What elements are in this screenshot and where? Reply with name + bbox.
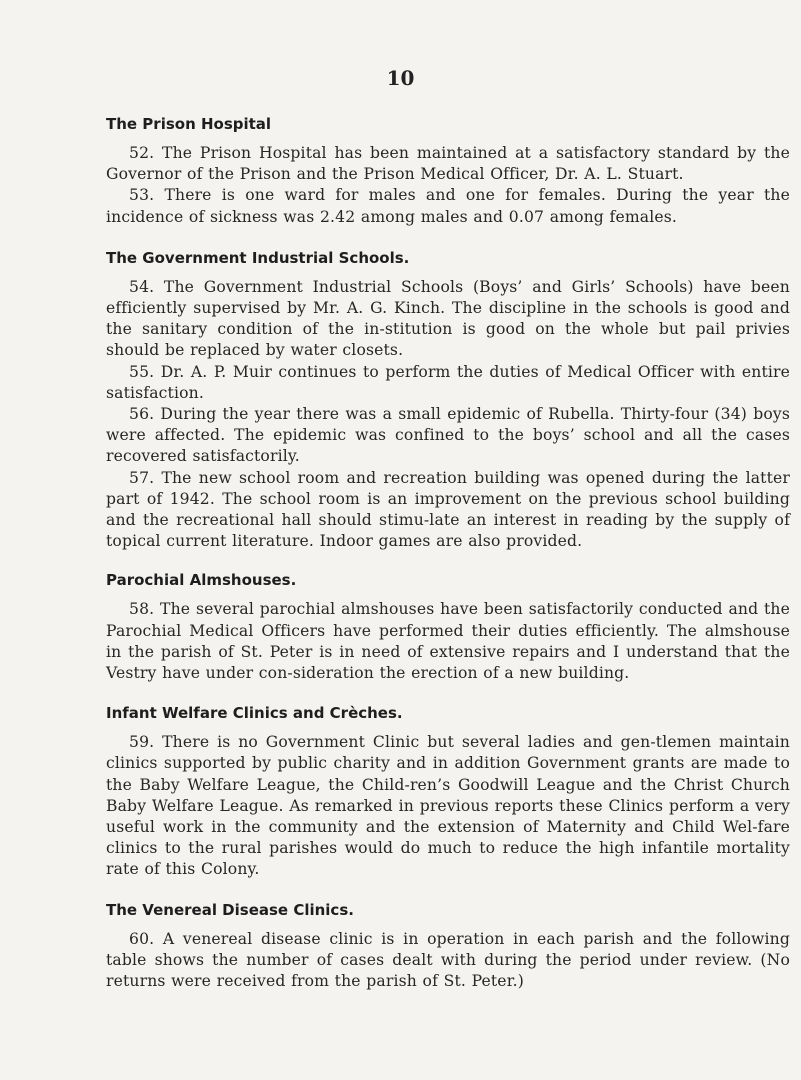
section-heading: The Venereal Disease Clinics. <box>106 900 354 919</box>
paragraph-60: 60. A venereal disease clinic is in operation in each parish and the following table shows the number of cases dealt with during the period under review. (No returns were received from the parish of St. Peter.) <box>106 929 790 991</box>
paragraph-52: 52. The Prison Hospital has been maintained at a satisfactory standard by the Governor of the Prison and the Prison Medical Officer, Dr. A. L. Stuart. <box>106 144 790 184</box>
section-heading: The Government Industrial Schools. <box>106 248 410 267</box>
paragraph-57: 57. The new school room and recreation building was opened during the latter part of 1942. The school room is an improvement on the previous school building and the recreational hall should stimu-late an interest in reading by the supply of topical current literature. Indoor games are also provided. <box>106 468 790 551</box>
section-venereal-disease-clinics <box>106 900 790 993</box>
section-heading: Infant Welfare Clinics and Crèches. <box>106 704 403 723</box>
page-number: 10 <box>386 66 415 90</box>
section-parochial-almshouses <box>106 570 790 684</box>
section-heading: The Prison Hospital <box>106 115 272 133</box>
section-infant-welfare-clinics <box>106 703 790 880</box>
section-industrial-schools <box>106 248 790 553</box>
section-prison-hospital <box>106 114 790 228</box>
paragraph-58: 58. The several parochial almshouses have been satisfactorily conducted and the Parochial Medical Officers have performed their duties efficiently. The almshouse in the parish of St. Peter is in need of extensive repairs and I understand that the Vestry have under con-sideration the erection of a new building. <box>106 600 790 683</box>
paragraph-53: 53. There is one ward for males and one for females. During the year the incidence of sickness was 2.42 among males and 0.07 among females. <box>106 186 790 226</box>
paragraph-54: 54. The Government Industrial Schools (Boys’ and Girls’ Schools) have been efficiently supervised by Mr. A. G. Kinch. The discipline in the schools is good and the sanitary condition of the in-stitution is good on the whole but pail privies should be replaced by water closets. <box>106 277 790 360</box>
paragraph-56: 56. During the year there was a small epidemic of Rubella. Thirty-four (34) boys were affected. The epidemic was confined to the boys’ school and all the cases recovered satisfactorily. <box>106 405 790 466</box>
paragraph-55: 55. Dr. A. P. Muir continues to perform the duties of Medical Officer with entire satisfaction. <box>106 362 790 402</box>
page-content <box>106 114 790 1010</box>
section-heading: Parochial Almshouses. <box>106 571 297 590</box>
paragraph-59: 59. There is no Government Clinic but several ladies and gen-tlemen maintain clinics supported by public charity and in addition Government grants are made to the Baby Welfare League, the Child-ren’s Goodwill League and the Christ Church Baby Welfare League. As remarked in previous reports these Clinics perform a very useful work in the community and the extension of Maternity and Child Wel-fare clinics to the rural parishes would do much to reduce the high infantile mortality rate of this Colony. <box>106 733 790 879</box>
